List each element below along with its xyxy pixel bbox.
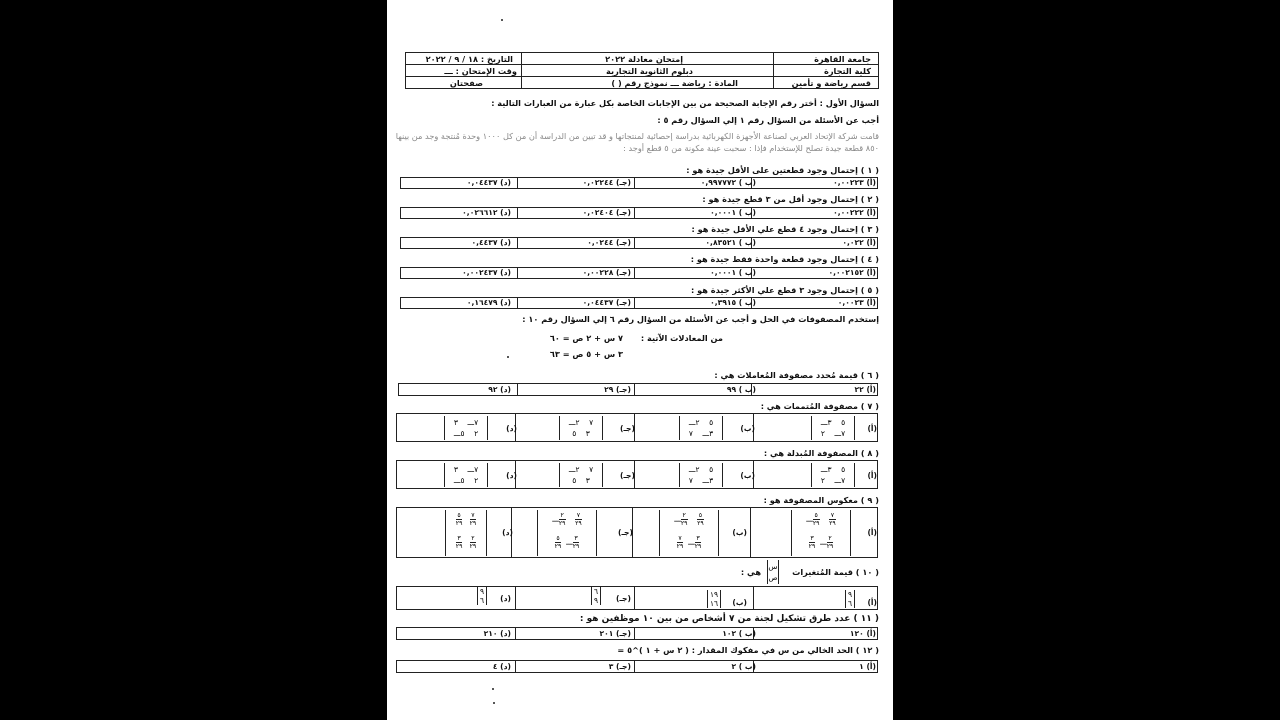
q7-matrix-b: ٥ ٢ـــ ٣ـــ ٧ [679, 416, 723, 440]
exam-page [387, 0, 893, 720]
q10-label-d[interactable]: (د) [500, 594, 511, 603]
q3-option-c[interactable]: (جـ) ٠,٠٢٤٤ [587, 238, 631, 247]
university-name: جامعة القاهرة [814, 54, 871, 64]
subject-line: المادة : رياضة ـــ نموذج رقم ( ) [611, 78, 738, 88]
question-8: ( ٨ ) المصفوفة المُبدلة هي : [763, 448, 879, 458]
scan-speck [507, 356, 509, 358]
exam-time: وقت الإمتحان : ـــ [444, 66, 517, 76]
question-5: ( ٥ ) إحتمال وجود ٣ قطع علي الأكثر جيدة هو : [690, 285, 879, 295]
q9-matrix-b: $\frac{٥}{٢٩}$ $\frac{٢}{٢٩}$ ـــ $\frac{٣}{٢٩}$ ـــ $\frac{٧}{٢٩}$ [659, 510, 719, 556]
q3-option-d[interactable]: (د) ٠,٤٤٣٧ [471, 238, 511, 247]
q9-label-b[interactable]: (ب) [732, 528, 747, 537]
q7-label-a[interactable]: (أ) [867, 424, 877, 433]
q4-option-d[interactable]: (د) ٠,٠٠٢٤٣٧ [462, 268, 511, 277]
q11-option-c[interactable]: (جـ) ٢٠١ [599, 629, 631, 638]
q6-option-c[interactable]: (جـ) ٢٩ [604, 385, 631, 394]
answers-row-6 [398, 383, 878, 396]
q10-label-b[interactable]: (ب) [732, 598, 747, 607]
diploma-name: دبلوم الثانوية التجارية [606, 66, 693, 76]
scenario-line-2: ٨٥٠ قطعة جيدة تصلح للإستخدام فإذا : سحبت عينة مكونة من ٥ قطع أوجد : [623, 143, 879, 153]
equation-1: ٧ س + ٢ ص = ٦٠ [549, 333, 623, 343]
q10-vector-d: ٩ ٦ [477, 587, 487, 605]
q11-option-b[interactable]: (ب ) ١٠٢ [722, 629, 756, 638]
q7-matrix-d: ٧ـــ ٣ ٢ ٥ـــ [444, 416, 488, 440]
q10-vector-c: ٦ ٩ [591, 587, 601, 605]
question-11: ( ١١ ) عدد طرق تشكيل لجنة من ٧ أشخاص من بين ١٠ موظفين هو : [579, 614, 879, 624]
q9-label-d[interactable]: (د) [502, 528, 513, 537]
q9-label-a[interactable]: (أ) [867, 528, 877, 537]
q7-matrix-a: ٥ ٣ـــ ٧ـــ ٢ [811, 416, 855, 440]
q3-option-b[interactable]: (ب ) ٠,٨٣٥٢١ [705, 238, 756, 247]
question-7: ( ٧ ) مصفوفة المُتممات هي : [760, 401, 879, 411]
q12-option-b[interactable]: (ب ) ٢ [731, 662, 756, 671]
q1-option-b[interactable]: (ب ) ٠,٩٩٧٧٧٢ [700, 178, 756, 187]
q8-matrix-d: ٧ـــ ٣ ٢ ٥ـــ [444, 463, 488, 487]
q8-matrix-c: ٧ ٢ـــ ٣ ٥ [559, 463, 603, 487]
q10-label-c[interactable]: (جـ) [615, 594, 631, 603]
equation-2: ٣ س + ٥ ص = ٦٣ [549, 349, 623, 359]
q9-matrix-c: $\frac{٧}{٢٩}$ $\frac{٢}{٢٩}$ ـــ $\frac{٣}{٢٩}$ ـــ $\frac{٥}{٢٩}$ [537, 510, 597, 556]
q5-option-d[interactable]: (د) ٠,١٦٤٧٩ [466, 298, 511, 307]
question-10: ( ١٠ ) قيمة المُتغيرات [792, 567, 879, 577]
answers-row-10 [396, 586, 878, 610]
q6-option-d[interactable]: (د) ٩٢ [488, 385, 511, 394]
q5-option-c[interactable]: (جـ) ٠,٠٤٤٣٧ [582, 298, 631, 307]
q7-matrix-c: ٧ ٢ـــ ٣ ٥ [559, 416, 603, 440]
q10-label-a[interactable]: (أ) [867, 598, 877, 607]
q12-option-c[interactable]: (جـ) ٣ [608, 662, 631, 671]
q2-option-d[interactable]: (د) ٠,٠٢٦٦١٢ [462, 208, 511, 217]
q3-option-a[interactable]: (أ) ٠,٠٢٢ [842, 238, 876, 247]
q8-matrix-b: ٥ ٢ـــ ٣ـــ ٧ [679, 463, 723, 487]
q7-label-d[interactable]: (د) [506, 424, 517, 433]
question-one-heading: السؤال الأول : أختر رقم الإجابة الصحيحة من بين الإجابات الخاصة بكل عبارة من العبارات التالية : [491, 98, 879, 108]
q8-label-b[interactable]: (ب) [740, 471, 755, 480]
q11-option-a[interactable]: (أ) ١٢٠ [849, 629, 876, 638]
q5-option-a[interactable]: (أ) ٠,٠٠٢٣ [837, 298, 876, 307]
department-name: قسم رياضة و تأمين [791, 78, 871, 88]
scenario-line-1: قامت شركة الإتحاد العربي لصناعة الأجهزة الكهربائية بدراسة إحصائية لمنتجاتها و قد تبين من الدراسة أن من كل ١٠٠٠ وحدة مُنتجة وجد من بينها [395, 131, 879, 141]
q4-option-a[interactable]: (أ) ٠,٠٠٢١٥٢ [828, 268, 876, 277]
q2-option-a[interactable]: (أ) ٠,٠٠٢٢٢ [833, 208, 876, 217]
sub-instructions-1: أجب عن الأسئلة من السؤال رقم ١ إلي السؤال رقم ٥ : [657, 115, 879, 125]
q9-label-c[interactable]: (جـ) [617, 528, 633, 537]
q4-option-c[interactable]: (جـ) ٠,٠٠٢٢٨ [582, 268, 631, 277]
q7-label-b[interactable]: (ب) [740, 424, 755, 433]
q2-option-b[interactable]: (ب ) ٠,٠٠٠١ [710, 208, 756, 217]
question-10-tail: هي : [740, 567, 761, 577]
q1-option-a[interactable]: (أ) ٠,٠٠٢٢٣ [833, 178, 876, 187]
q10-vector-a: ٩ ٦ [845, 590, 855, 608]
question-12: ( ١٢ ) الحد الخالي من س في مفكوك المقدار : ( ٢ س + ١ )^٥ = [617, 645, 879, 655]
q12-option-d[interactable]: (د) ٤ [492, 662, 511, 671]
q1-option-d[interactable]: (د) ٠,٠٤٤٣٧ [466, 178, 511, 187]
scan-speck [492, 688, 494, 690]
scan-speck [493, 702, 495, 704]
q8-matrix-a: ٥ ٣ـــ ٧ـــ ٢ [811, 463, 855, 487]
q1-option-c[interactable]: (جـ) ٠,٠٢٢٤٤ [582, 178, 631, 187]
q9-matrix-d: $\frac{٧}{٢٩}$ $\frac{٥}{٢٩}$ $\frac{٢}{٢٩}$ $\frac{٣}{٢٩}$ [445, 510, 487, 556]
q8-label-d[interactable]: (د) [506, 471, 517, 480]
question-2: ( ٢ ) إحتمال وجود أقل من ٣ قطع جيدة هو : [702, 194, 879, 204]
question-6: ( ٦ ) قيمة مُحدد مصفوفة المُعاملات هي : [714, 370, 879, 380]
question-1: ( ١ ) إحتمال وجود قطعتين على الأقل جيدة هو : [686, 165, 879, 175]
question-4: ( ٤ ) إحتمال وجود قطعة واحدة فقط جيدة هو : [690, 254, 879, 264]
q10-variable-vector: س ص [768, 562, 778, 582]
q4-option-b[interactable]: (ب ) ٠,٠٠٠١ [710, 268, 756, 277]
q6-option-a[interactable]: (أ) ٢٢ [854, 385, 876, 394]
q7-label-c[interactable]: (جـ) [619, 424, 635, 433]
equations-label: من المعادلات الآتية : [640, 333, 723, 343]
page-count: صفحتان [449, 78, 483, 88]
q9-matrix-a: $\frac{٧}{٢٩}$ $\frac{٥}{٢٩}$ ـــ $\frac{٢}{٢٩}$ ـــ $\frac{٣}{٢٩}$ [791, 510, 851, 556]
exam-date: التاريخ : ١٨ / ٩ / ٢٠٢٢ [425, 54, 513, 64]
question-3: ( ٣ ) إحتمال وجود ٤ قطع علي الأقل جيدة هو : [691, 224, 879, 234]
q6-option-b[interactable]: (ب ) ٩٩ [726, 385, 756, 394]
q10-vector-b: ١٩ ١٦ [707, 590, 721, 608]
exam-title: إمتحان معادلة ٢٠٢٢ [605, 54, 683, 64]
q5-option-b[interactable]: (ب ) ٠,٣٩١٥ [710, 298, 756, 307]
matrix-instructions: إستخدم المصفوفات في الحل و أجب عن الأسئلة من السؤال رقم ٦ إلي السؤال رقم ١٠ : [522, 314, 879, 324]
answers-row-12 [396, 660, 878, 673]
q12-option-a[interactable]: (أ) ١ [859, 662, 876, 671]
answers-row-11 [396, 627, 878, 640]
scan-speck [501, 19, 503, 21]
q8-label-a[interactable]: (أ) [867, 471, 877, 480]
q11-option-d[interactable]: (د) ٢١٠ [483, 629, 511, 638]
question-9: ( ٩ ) معكوس المصفوفة هو : [763, 495, 879, 505]
q8-label-c[interactable]: (جـ) [619, 471, 635, 480]
q2-option-c[interactable]: (جـ) ٠,٠٢٤٠٤ [582, 208, 631, 217]
faculty-name: كلية التجارة [823, 66, 871, 76]
